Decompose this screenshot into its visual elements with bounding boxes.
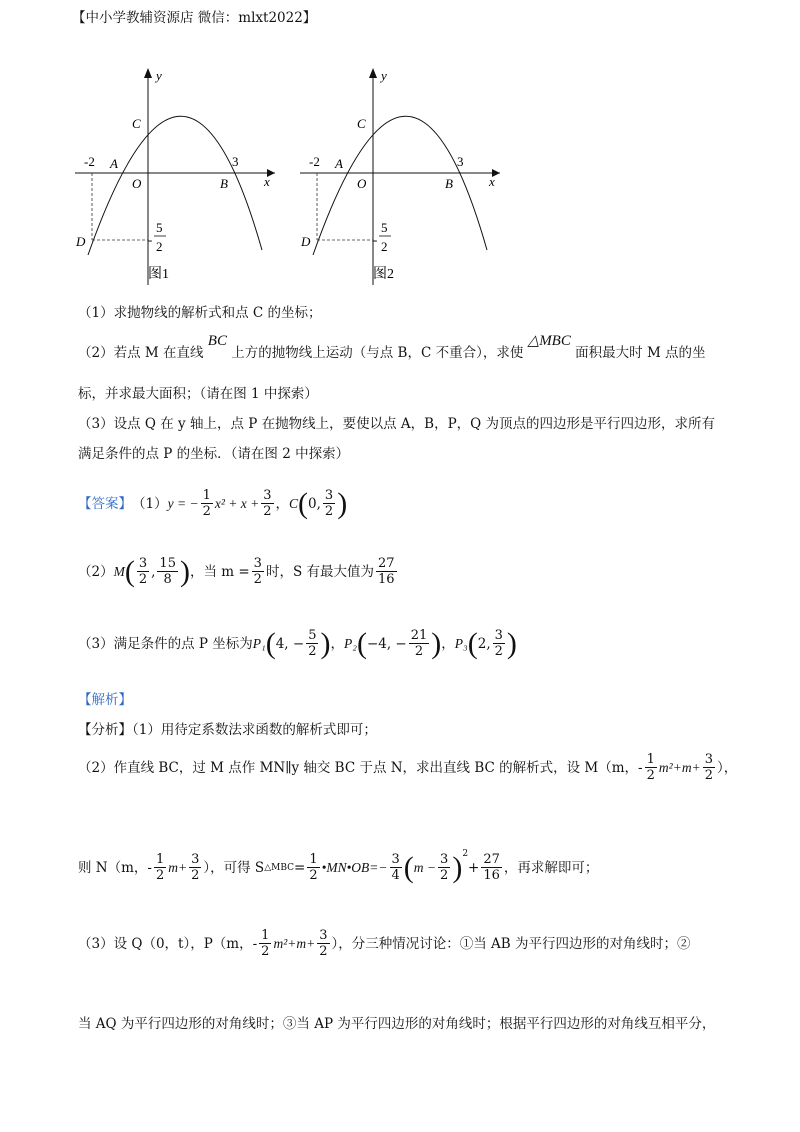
answer-1-C: C [289,495,299,511]
denominator: 16 [483,868,500,883]
origin-label: O [357,176,367,191]
fraction-three-half [137,556,149,587]
paren-close: ) [337,486,348,520]
numerator: 1 [646,752,655,767]
numerator: 27 [483,852,500,867]
q2-triangle: △MBC [527,333,571,349]
denominator: 2 [494,644,503,659]
paren-open: ( [467,626,478,660]
paren-close: ) [431,626,442,660]
question-1: （1）求抛物线的解析式和点 C 的坐标； [78,305,322,321]
figure-1 [70,60,285,290]
numerator: 3 [138,556,148,571]
P3-label: P₃ [454,635,468,651]
answer-3-prefix: （3）满足条件的点 P 坐标为 [78,635,253,652]
question-2-line1 [78,333,706,363]
answer-2-text1: ，当 m = [189,563,250,580]
numerator: 21 [410,628,428,643]
tick-minus: - [373,232,378,247]
denominator: 2 [263,504,272,519]
fraction-half [154,852,166,883]
area-prefix: ），可得 S [203,859,265,876]
analysis-3-line1 [78,928,691,959]
numerator: 1 [202,488,211,503]
q2-text-a: （2）若点 M 在直线 [78,345,204,361]
fraction-three-half [703,752,715,783]
denominator: 2 [440,868,449,883]
plus-m: +m+ [672,759,701,775]
plus: + [468,859,480,876]
numerator: 3 [324,488,334,503]
answer-2-prefix: （2） [78,563,114,580]
denominator: 2 [155,868,165,883]
denominator: 2 [319,944,328,959]
separator: ， [275,495,290,512]
answer-tag: 【答案】 [78,495,132,512]
analysis-3-prefix: （3）设 Q（0，t），P（m，- [78,935,258,952]
analysis-2-line1 [78,752,737,783]
question-3-line2: 满足条件的点 P 的坐标．（请在图 2 中探索） [78,446,350,462]
numerator: 15 [159,556,176,571]
numerator: 1 [309,852,318,867]
m-minus: m − [413,859,437,875]
tick-neg2: -2 [309,154,320,169]
numerator: 3 [440,852,449,867]
fraction-three-half [189,852,201,883]
numerator: 3 [263,488,272,503]
area-subscript: △MBC [264,862,294,873]
fraction-21-half [409,628,430,659]
square-exponent: 2 [462,848,469,859]
denominator: 2 [202,504,211,519]
answer-2-text2: 时，S 有最大值为 [265,563,374,580]
fraction-three-half [261,488,273,519]
fraction-three-half [323,488,335,519]
numerator: 3 [319,928,328,943]
numerator: 3 [704,752,713,767]
m-squared: m² [658,759,673,775]
comma: , [151,563,156,580]
point-A: A [335,156,343,171]
tick-2: 2 [381,239,388,254]
y-axis-arrow [369,68,377,78]
denominator: 2 [309,868,318,883]
fraction-half [201,488,213,519]
paren-open: ( [403,850,414,884]
point-C: C [132,116,141,131]
point-A: A [110,156,118,171]
y-label: y [156,68,162,83]
paren-close: ) [506,626,517,660]
fraction-three-half [493,628,505,659]
mn-ob: •MN•OB=− [321,859,388,875]
denominator: 8 [163,572,172,587]
q2-text-b: 上方的抛物线上运动（与点 B，C 不重合），求使 [231,345,524,361]
numerator: 27 [378,556,395,571]
numerator: 5 [308,628,317,643]
answer-3 [78,628,517,659]
fraction-five-half [306,628,318,659]
numerator: 3 [191,852,200,867]
denominator: 2 [704,768,713,783]
numerator: 1 [261,928,270,943]
m-plus: m+ [168,859,188,875]
denominator: 4 [391,868,400,883]
paren-close: ) [179,554,190,588]
figure-caption: 图2 [373,267,394,282]
numerator: 1 [155,852,165,867]
fraction-27-16 [376,556,397,587]
tick-neg2: -2 [84,154,95,169]
analysis-3-line2: 当 AQ 为平行四边形的对角线时；③当 AP 为平行四边形的对角线时；根据平行四边形的对角线互相平分， [78,1016,716,1032]
denominator: 2 [191,868,200,883]
parabola-curve [313,116,487,255]
fraction-three-quarter [390,852,402,883]
paren-open: ( [124,554,135,588]
fraction-half [645,752,657,783]
tick-5: 5 [381,220,388,235]
P3-value: 2, [477,635,491,652]
y-axis-arrow [144,68,152,78]
answer-1-prefix: （1） [132,495,168,512]
paren-close: ) [452,850,463,884]
close-paren: ）， [716,759,738,776]
analysis-fenxi: 【分析】（1）用待定系数法求函数的解析式即可； [78,722,377,738]
question-2-line2: 标，并求最大面积；（请在图 1 中探索） [78,386,318,402]
point-D: D [76,234,86,249]
point-D: D [301,234,311,249]
answer-1-y: y = − [167,495,199,511]
plus-m: +m+ [287,935,316,951]
analysis-2-end: ，再求解即可； [503,859,599,876]
equals: = [294,859,306,876]
N-prefix: 则 N（m，- [78,859,152,876]
page-header: 【中小学教辅资源店 微信：mlxt2022】 [72,10,317,26]
paren-open: ( [298,486,309,520]
x-label: x [264,174,270,189]
separator: ， [441,635,455,652]
answer-2 [78,556,399,587]
fraction-27-16 [481,852,502,883]
P2-value: −4, − [366,635,407,652]
P2-label: P₂ [343,635,357,651]
denominator: 16 [378,572,395,587]
paren-close: ) [320,626,331,660]
fraction-fifteen-eighth [157,556,178,587]
answer-1 [78,488,347,519]
P1-value: 4, − [275,635,305,652]
denominator: 2 [324,504,334,519]
numerator: 3 [253,556,262,571]
point-B: B [445,176,453,191]
tick-minus: - [148,232,153,247]
fraction-three-half [317,928,329,959]
analysis-2-line2 [78,848,599,884]
denominator: 2 [253,572,262,587]
m-squared: m² [273,935,288,951]
fraction-three-half [438,852,450,883]
question-3-line1: （3）设点 Q 在 y 轴上，点 P 在抛物线上，要使以点 A，B，P，Q 为顶点的四边形是平行四边形，求所有 [78,416,716,432]
denominator: 2 [261,944,270,959]
paren-open: ( [356,626,367,660]
separator: ， [330,635,344,652]
tick-2: 2 [156,239,163,254]
analysis-tag: 【解析】 [78,692,132,708]
tick-5: 5 [156,220,163,235]
fraction-three-half [252,556,264,587]
x-label: x [489,174,495,189]
denominator: 2 [308,644,317,659]
denominator: 2 [646,768,655,783]
analysis-2-text: （2）作直线 BC，过 M 点作 MN∥y 轴交 BC 于点 N，求出直线 BC 的解析式，设 M（m，- [78,759,643,776]
numerator: 3 [494,628,503,643]
answer-2-M: M [113,563,125,579]
fraction-half [259,928,271,959]
point-C: C [357,116,366,131]
denominator: 2 [138,572,148,587]
numerator: 3 [391,852,400,867]
q2-bc: BC [207,333,227,349]
q2-text-c: 面积最大时 M 点的坐 [575,345,706,361]
point-B: B [220,176,228,191]
analysis-3-end: ），分三种情况讨论：①当 AB 为平行四边形的对角线时；② [331,935,691,952]
answer-1-x2: x² + x + [214,495,260,511]
fraction-half [307,852,319,883]
figure-2 [295,60,510,290]
paren-open: ( [265,626,276,660]
answer-1-zero: 0, [308,495,321,512]
tick-3: 3 [232,154,239,169]
denominator: 2 [414,644,424,659]
figure-caption: 图1 [148,267,169,282]
y-label: y [381,68,387,83]
parabola-curve [88,116,262,255]
origin-label: O [132,176,142,191]
tick-3: 3 [457,154,464,169]
P1-label: P₁ [252,635,266,651]
